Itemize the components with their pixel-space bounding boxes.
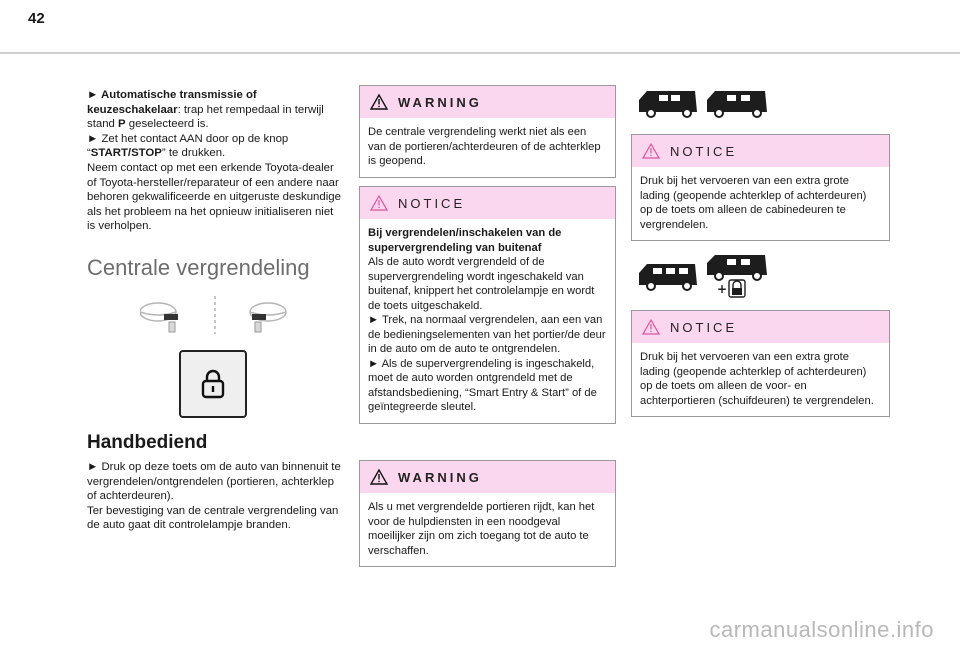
header-divider	[0, 52, 960, 54]
subsection-title: Handbediend	[87, 432, 208, 453]
bullet: ►	[87, 89, 102, 101]
watermark: carmanualsonline.info	[709, 617, 934, 642]
central-lock-button	[179, 350, 247, 418]
steering-wheel-illustration	[140, 296, 292, 336]
confirmation-paragraph: Ter bevestiging van de centrale vergrendeling van de auto gaat dit controlelampje branden.	[87, 504, 339, 532]
warning-header: WARNING	[360, 86, 615, 118]
intro-text	[87, 88, 343, 234]
notice-text: Bij vergrendelen/inschakelen van de supervergrendeling van buitenaf Als de auto wordt vergrendeld of de supervergrendeling wordt ingeschakeld van buitenaf, knippert het controlelampje en wordt de toets uitgeschakeld. ► Trek, na normaal vergrendelen, aan een van de bedieningselementen van het portier/de deur in de auto om de auto te ontgrendelen. ► Als de supervergrendeling is ingeschakeld, moet de auto worden ontgrendeld met de afstandsbediening, “Smart Entry & Start” of de geïntegreerde sleutel.	[368, 227, 606, 413]
svg-text:+: +	[717, 282, 728, 296]
notice-bold-title: Bij vergrendelen/inschakelen van de supervergrendeling van buitenaf	[368, 227, 562, 254]
notice-header: NOTICE	[632, 135, 889, 167]
manual-text	[87, 460, 343, 533]
van-icon	[637, 253, 769, 301]
notice-triangle-icon	[370, 195, 388, 211]
warning-triangle-icon	[370, 94, 388, 110]
transmission-term: Automatische transmissie of keuzeschakelaar	[87, 89, 257, 116]
van-icon	[637, 86, 769, 120]
notice-triangle-icon	[642, 143, 660, 159]
warning-text: Als u met vergrendelde portieren rijdt, kan het voor de hulpdiensten in een noodgeval moeilijker zijn om zich toegang tot de auto te verschaffen.	[368, 501, 595, 557]
warning-triangle-icon	[370, 469, 388, 485]
padlock-icon	[200, 369, 226, 399]
transmission-paragraph: ► Automatische transmissie of keuzeschakelaar: trap het rempedaal in terwijl stand P geselecteerd is.	[87, 89, 324, 131]
notice-box-1	[359, 186, 616, 424]
warning-box-1	[359, 85, 616, 178]
press-button-paragraph: ► Druk op deze toets om de auto van binnenuit te vergrendelen/ontgrendelen (portieren, achterklep of achterdeuren).	[87, 461, 341, 503]
notice-text: Druk bij het vervoeren van een extra grote lading (geopende achterklep of achterdeuren) op de toets om alleen de cabinedeuren te vergrendelen.	[640, 175, 867, 231]
notice-box-3	[631, 310, 890, 417]
page-number: 42	[28, 10, 45, 27]
warning-box-2	[359, 460, 616, 567]
start-stop-paragraph: ► Zet het contact AAN door op de knop “START/STOP” te drukken.	[87, 132, 289, 160]
warning-text: De centrale vergrendeling werkt niet als een van de portieren/achterdeuren of de achterklep is geopend.	[368, 126, 601, 167]
notice-header: NOTICE	[360, 187, 615, 219]
notice-text: Druk bij het vervoeren van een extra grote lading (geopende achterklep of achterdeuren) op de toets om alleen de voor- en achterportieren (schuifdeuren) te vergrendelen.	[640, 351, 874, 407]
warning-header: WARNING	[360, 461, 615, 493]
notice-triangle-icon	[642, 319, 660, 335]
section-title: Centrale vergrendeling	[87, 255, 310, 280]
dealer-paragraph: Neem contact op met een erkende Toyota-dealer of Toyota-hersteller/reparateur of een andere naar behoren gekwalificeerde en uitgeruste deskundige als het probleem na het opnieuw initialiseren niet is verholpen.	[87, 161, 341, 233]
notice-header: NOTICE	[632, 311, 889, 343]
notice-box-2	[631, 134, 890, 241]
